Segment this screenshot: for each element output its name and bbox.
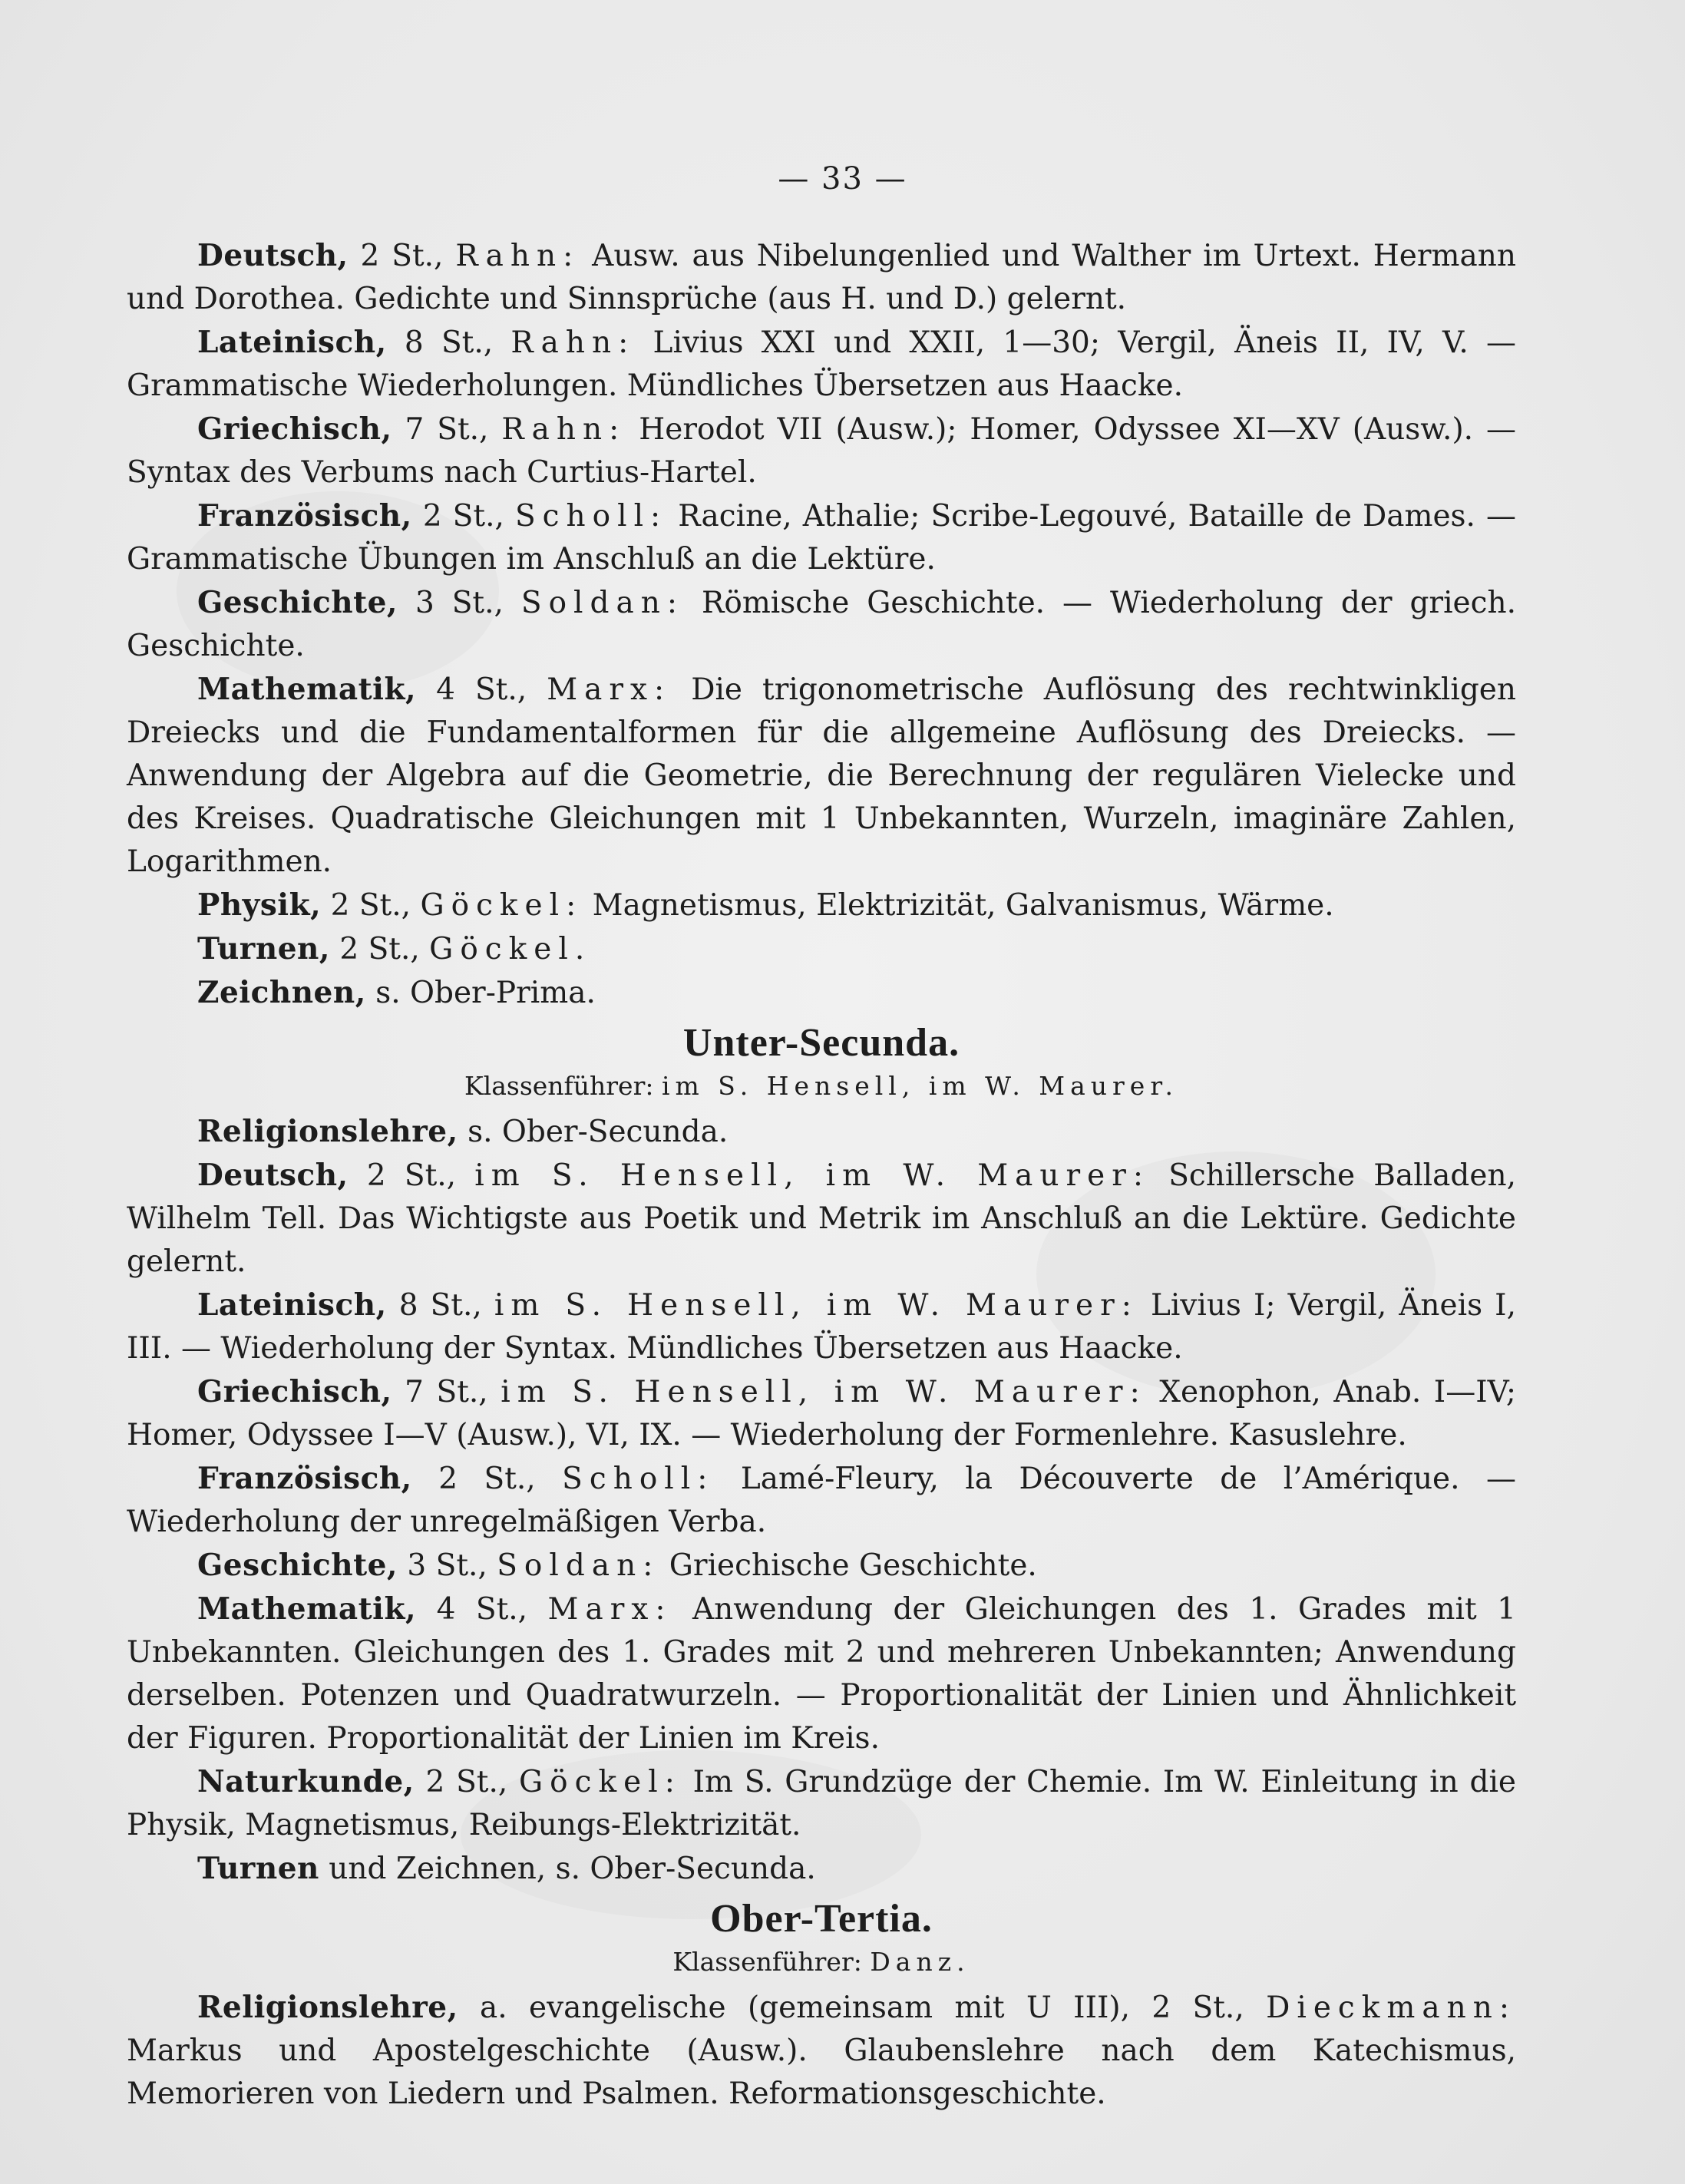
subject-teacher: Marx: [547, 672, 672, 707]
subject-name: Mathematik, [197, 672, 417, 707]
subject-content: Anwendung der Gleichungen des 1. Grades mit 1 Unbekannten. Gleichungen des 1. Grades mit 2 und mehreren Unbekannten; Anwendung derselben. Potenzen und Quadratwurzeln. — Proportionalität der Linien und Ähnlichkeit der Figuren. Proportionalität der Linien im Kreis. [127, 1592, 1516, 1756]
subject-hours: 2 St., [360, 239, 444, 273]
subject-name: Französisch, [197, 1461, 412, 1496]
subject-content: Livius I; Vergil, Äneis I, III. — Wiederholung der Syntax. Mündliches Übersetzen aus Haacke. [127, 1288, 1516, 1366]
subject-teacher: im S. Hensell, im W. Maurer: [501, 1375, 1147, 1409]
class-leader-line [127, 1067, 1516, 1105]
subject-paragraph [127, 494, 1516, 581]
subject-paragraph [127, 668, 1516, 884]
subject-teacher: im S. Hensell, im W. Maurer: [474, 1158, 1151, 1193]
subject-hours: 4 St., [436, 672, 527, 707]
subject-content: Die trigonometrische Auflösung des rechtwinkligen Dreiecks und die Fundamentalformen für die allgemeine Auflösung des Dreiecks. — Anwendung der Algebra auf die Geometrie, die Berechnung der regulären Vielecke und des Kreises. Quadratische Gleichungen mit 1 Unbekannten, Wurzeln, imaginäre Zahlen, Logarithmen. [127, 672, 1516, 879]
subject-name: Lateinisch, [197, 325, 387, 360]
subject-hours: 2 St., [438, 1462, 536, 1496]
subject-teacher: im S. Hensell, im W. Maurer: [494, 1288, 1138, 1323]
subject-name: Turnen, [197, 931, 330, 966]
subject-content: s. Ober-Secunda. [468, 1115, 729, 1149]
subject-hours: 2 St., [339, 932, 420, 966]
subject-paragraph [127, 1370, 1516, 1457]
subject-content: Markus und Apostelgeschichte (Ausw.). Glaubenslehre nach dem Katechismus, Memorieren von Liedern und Psalmen. Reformationsgeschichte. [127, 2034, 1516, 2111]
subject-name: Geschichte, [197, 585, 398, 620]
subject-teacher: Göckel: [420, 888, 583, 923]
subject-content: Griechische Geschichte. [669, 1548, 1037, 1583]
subject-hours: a. evangelische (gemeinsam mit U III), 2 St., [480, 1991, 1244, 2025]
subject-name: Deutsch, [197, 1158, 349, 1193]
subject-teacher: Rahn: [510, 325, 636, 360]
subject-hours: 2 St., [422, 499, 504, 534]
subject-name: Griechisch, [197, 1374, 392, 1409]
subject-teacher: Göckel. [429, 932, 592, 966]
subject-paragraph [127, 321, 1516, 408]
subject-paragraph [127, 1110, 1516, 1154]
subject-teacher: Rahn: [501, 412, 626, 447]
subject-paragraph [127, 408, 1516, 494]
subject-paragraph [127, 1760, 1516, 1847]
subject-name: Religionslehre, [197, 1114, 458, 1149]
subject-content: Racine, Athalie; Scribe-Legouvé, Bataille de Dames. — Grammatische Übungen im Anschluß an die Lektüre. [127, 499, 1516, 577]
subject-content: Römische Geschichte. — Wiederholung der griech. Geschichte. [127, 586, 1516, 663]
subject-paragraph [127, 234, 1516, 321]
subject-paragraph [127, 1544, 1516, 1588]
subject-name: Naturkunde, [197, 1764, 415, 1799]
subject-teacher: Soldan: [520, 586, 685, 620]
subject-name: Mathematik, [197, 1591, 417, 1627]
subject-hours: 2 St., [425, 1765, 508, 1799]
subject-name: Lateinisch, [197, 1287, 387, 1323]
subject-paragraph [127, 1457, 1516, 1544]
subject-teacher: Rahn: [455, 239, 580, 273]
subject-teacher: Soldan: [497, 1548, 660, 1583]
subject-name: Griechisch, [197, 411, 392, 447]
subject-name: Zeichnen, [197, 975, 366, 1010]
subject-hours: 4 St., [436, 1592, 528, 1627]
subject-teacher: Göckel: [519, 1765, 682, 1799]
subject-content: Magnetismus, Elektrizität, Galvanismus, Wärme. [592, 888, 1334, 923]
class-leader-name: im S. Hensell, im W. Maurer. [661, 1071, 1178, 1101]
subject-paragraph [127, 1284, 1516, 1370]
subject-name: Turnen [197, 1851, 319, 1886]
subject-paragraph [127, 581, 1516, 668]
class-leader-name: Danz. [870, 1947, 970, 1977]
subject-hours: 3 St., [415, 586, 504, 620]
subject-hours: 2 St., [330, 888, 411, 923]
subject-hours: 3 St., [407, 1548, 487, 1583]
subject-content: Schillersche Balladen, Wilhelm Tell. Das Wichtigste aus Poetik und Metrik im Anschluß an die Lektüre. Gedichte gelernt. [127, 1158, 1516, 1279]
section-heading: Ober-Tertia. [710, 1897, 933, 1941]
subject-hours: 8 St., [398, 1288, 482, 1323]
subject-content: Herodot VII (Ausw.); Homer, Odyssee XI—XV (Ausw.). — Syntax des Verbums nach Curtius-Hartel. [127, 412, 1517, 490]
subject-content: Im S. Grundzüge der Chemie. Im W. Einleitung in die Physik, Magnetismus, Reibungs-Elektrizität. [127, 1765, 1517, 1842]
subject-paragraph [127, 1154, 1516, 1284]
subject-paragraph [127, 884, 1516, 927]
subject-paragraph [127, 1986, 1516, 2116]
subject-hours: 7 St., [405, 1375, 488, 1409]
subject-content: Xenophon, Anab. I—IV; Homer, Odyssee I—V (Ausw.), VI, IX. — Wiederholung der Formenlehre. Kasuslehre. [127, 1375, 1516, 1452]
subject-teacher: Marx: [547, 1592, 672, 1627]
subject-name: Deutsch, [197, 238, 349, 273]
subject-content: s. Ober-Prima. [375, 976, 596, 1010]
subject-hours: 7 St., [405, 412, 489, 447]
subject-paragraph [127, 1847, 1516, 1891]
subject-content: Ausw. aus Nibelungenlied und Walther im Urtext. Hermann und Dorothea. Gedichte und Sinnsprüche (aus H. und D.) gelernt. [127, 239, 1516, 316]
subject-paragraph [127, 1588, 1516, 1760]
subject-teacher: Scholl: [514, 499, 668, 534]
section-heading: Unter-Secunda. [682, 1021, 960, 1065]
subject-paragraph [127, 971, 1516, 1015]
subject-teacher: Dieckmann: [1266, 1991, 1516, 2025]
subject-name: Physik, [197, 887, 322, 923]
subject-name: Geschichte, [197, 1548, 398, 1583]
subject-hours: 8 St., [404, 325, 494, 360]
subject-name: Französisch, [197, 498, 412, 534]
subject-name: Religionslehre, [197, 1990, 458, 2025]
subject-paragraph [127, 927, 1516, 971]
subject-content: und Zeichnen, s. Ober-Secunda. [329, 1852, 816, 1886]
class-leader-line [127, 1943, 1516, 1981]
page-number: — 33 — [778, 161, 907, 197]
class-leader-label: Klassenführer: [672, 1947, 862, 1977]
text-body [127, 234, 1516, 2116]
class-leader-label: Klassenführer: [464, 1071, 654, 1101]
subject-content: Livius XXI und XXII, 1—30; Vergil, Äneis II, IV, V. — Grammatische Wiederholungen. Mündliches Übersetzen aus Haacke. [127, 325, 1516, 403]
subject-hours: 2 St., [366, 1158, 457, 1193]
subject-teacher: Scholl: [562, 1462, 715, 1496]
subject-content: Lamé-Fleury, la Découverte de l’Amérique. — Wiederholung der unregelmäßigen Verba. [127, 1462, 1516, 1539]
